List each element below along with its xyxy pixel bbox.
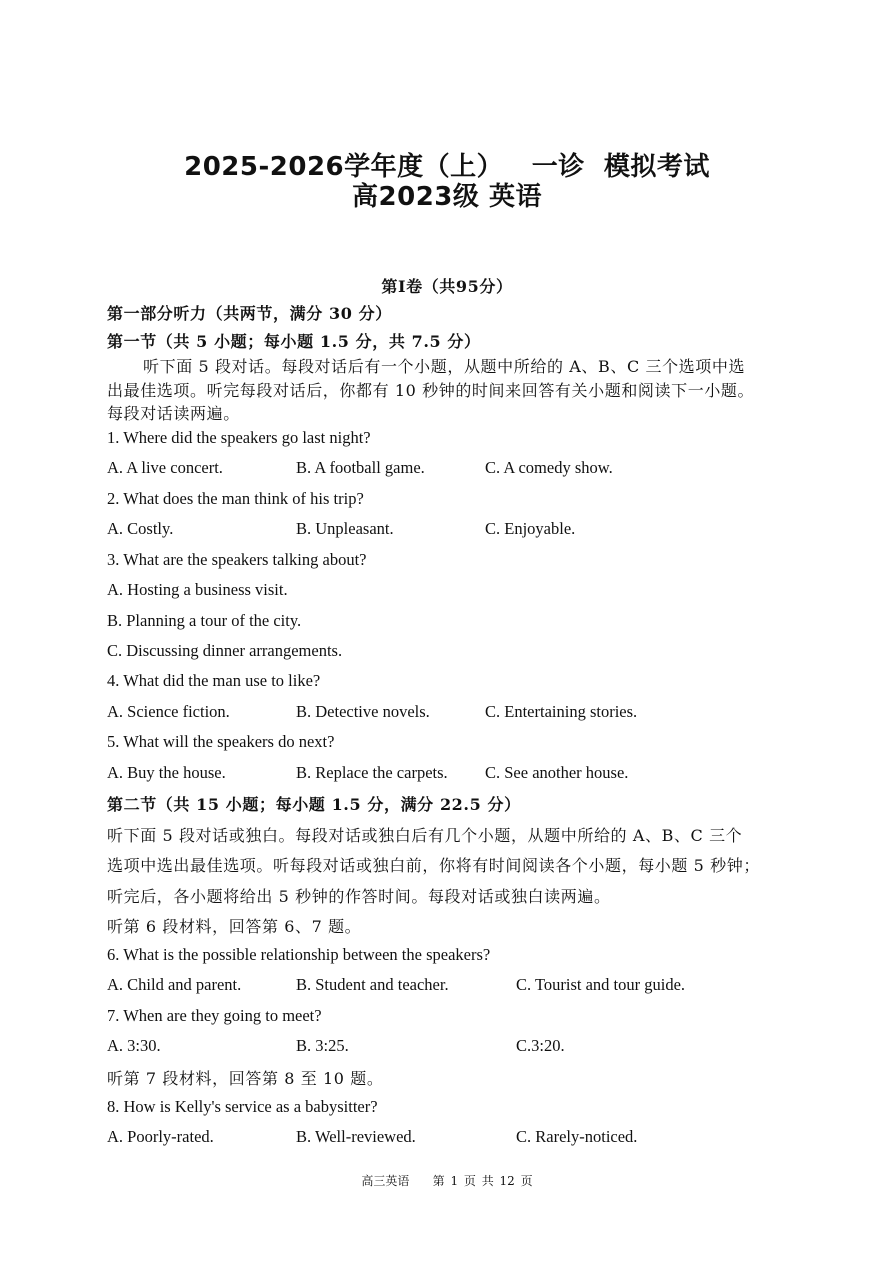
section1-heading: 第一节（共 5 小题；每小题 1.5 分，共 7.5 分）: [107, 332, 481, 351]
option-a: A. Hosting a business visit.: [107, 580, 288, 599]
material-note: 听第 6 段材料，回答第 6、7 题。: [107, 917, 362, 936]
part1-heading: 第一部分听力（共两节，满分 30 分）: [107, 304, 392, 323]
option-b: B. 3:25.: [296, 1036, 349, 1055]
section2-instruction-line: 听完后，各小题将给出 5 秒钟的作答时间。每段对话或独白读两遍。: [107, 887, 611, 906]
option-a: A. Buy the house.: [107, 763, 226, 782]
option-b: B. Replace the carpets.: [296, 763, 448, 782]
option-c: C. A comedy show.: [485, 458, 613, 477]
section2-instruction-line: 选项中选出最佳选项。听每段对话或独白前，你将有时间阅读各个小题，每小题 5 秒钟；: [107, 856, 760, 875]
question-stem: 7. When are they going to meet?: [107, 1006, 322, 1025]
exam-subtitle: 高2023级 英语: [352, 182, 542, 212]
option-c: C. See another house.: [485, 763, 629, 782]
question-stem: 6. What is the possible relationship between the speakers?: [107, 945, 491, 964]
question-stem: 8. How is Kelly's service as a babysitter?: [107, 1097, 378, 1116]
option-c: C. Entertaining stories.: [485, 702, 638, 721]
question-stem: 3. What are the speakers talking about?: [107, 550, 367, 569]
exam-title: 2025-2026学年度（上） 一诊 模拟考试: [184, 152, 710, 182]
option-a: A. Child and parent.: [107, 975, 242, 994]
section1-instruction-line: 每段对话读两遍。: [107, 404, 240, 423]
section2-instruction-line: 听下面 5 段对话或独白。每段对话或独白后有几个小题，从题中所给的 A、B、C 三个: [107, 826, 743, 845]
option-c: C. Discussing dinner arrangements.: [107, 641, 343, 660]
option-c: C. Enjoyable.: [485, 519, 576, 538]
material-note: 听第 7 段材料，回答第 8 至 10 题。: [107, 1069, 384, 1088]
option-b: B. Planning a tour of the city.: [107, 611, 302, 630]
question-stem: 2. What does the man think of his trip?: [107, 489, 364, 508]
question-stem: 4. What did the man use to like?: [107, 671, 321, 690]
option-a: A. Poorly-rated.: [107, 1127, 214, 1146]
volume-title: 第Ⅰ卷（共95分）: [381, 277, 513, 296]
question-stem: 5. What will the speakers do next?: [107, 732, 335, 751]
option-a: A. 3:30.: [107, 1036, 161, 1055]
section1-instruction-line: 听下面 5 段对话。每段对话后有一个小题，从题中所给的 A、B、C 三个选项中选: [143, 357, 746, 376]
option-c: C. Tourist and tour guide.: [516, 975, 686, 994]
option-b: B. Detective novels.: [296, 702, 430, 721]
option-b: B. Unpleasant.: [296, 519, 394, 538]
option-a: A. A live concert.: [107, 458, 223, 477]
option-b: B. Student and teacher.: [296, 975, 449, 994]
section2-heading: 第二节（共 15 小题；每小题 1.5 分，满分 22.5 分）: [107, 795, 521, 814]
option-c: C.3:20.: [516, 1036, 565, 1055]
page-footer: 高三英语 第 1 页 共 12 页: [361, 1174, 533, 1188]
option-b: B. Well-reviewed.: [296, 1127, 416, 1146]
option-a: A. Science fiction.: [107, 702, 230, 721]
option-c: C. Rarely-noticed.: [516, 1127, 638, 1146]
option-b: B. A football game.: [296, 458, 425, 477]
question-stem: 1. Where did the speakers go last night?: [107, 428, 371, 447]
option-a: A. Costly.: [107, 519, 174, 538]
section1-instruction-line: 出最佳选项。听完每段对话后，你都有 10 秒钟的时间来回答有关小题和阅读下一小题。: [107, 381, 755, 400]
